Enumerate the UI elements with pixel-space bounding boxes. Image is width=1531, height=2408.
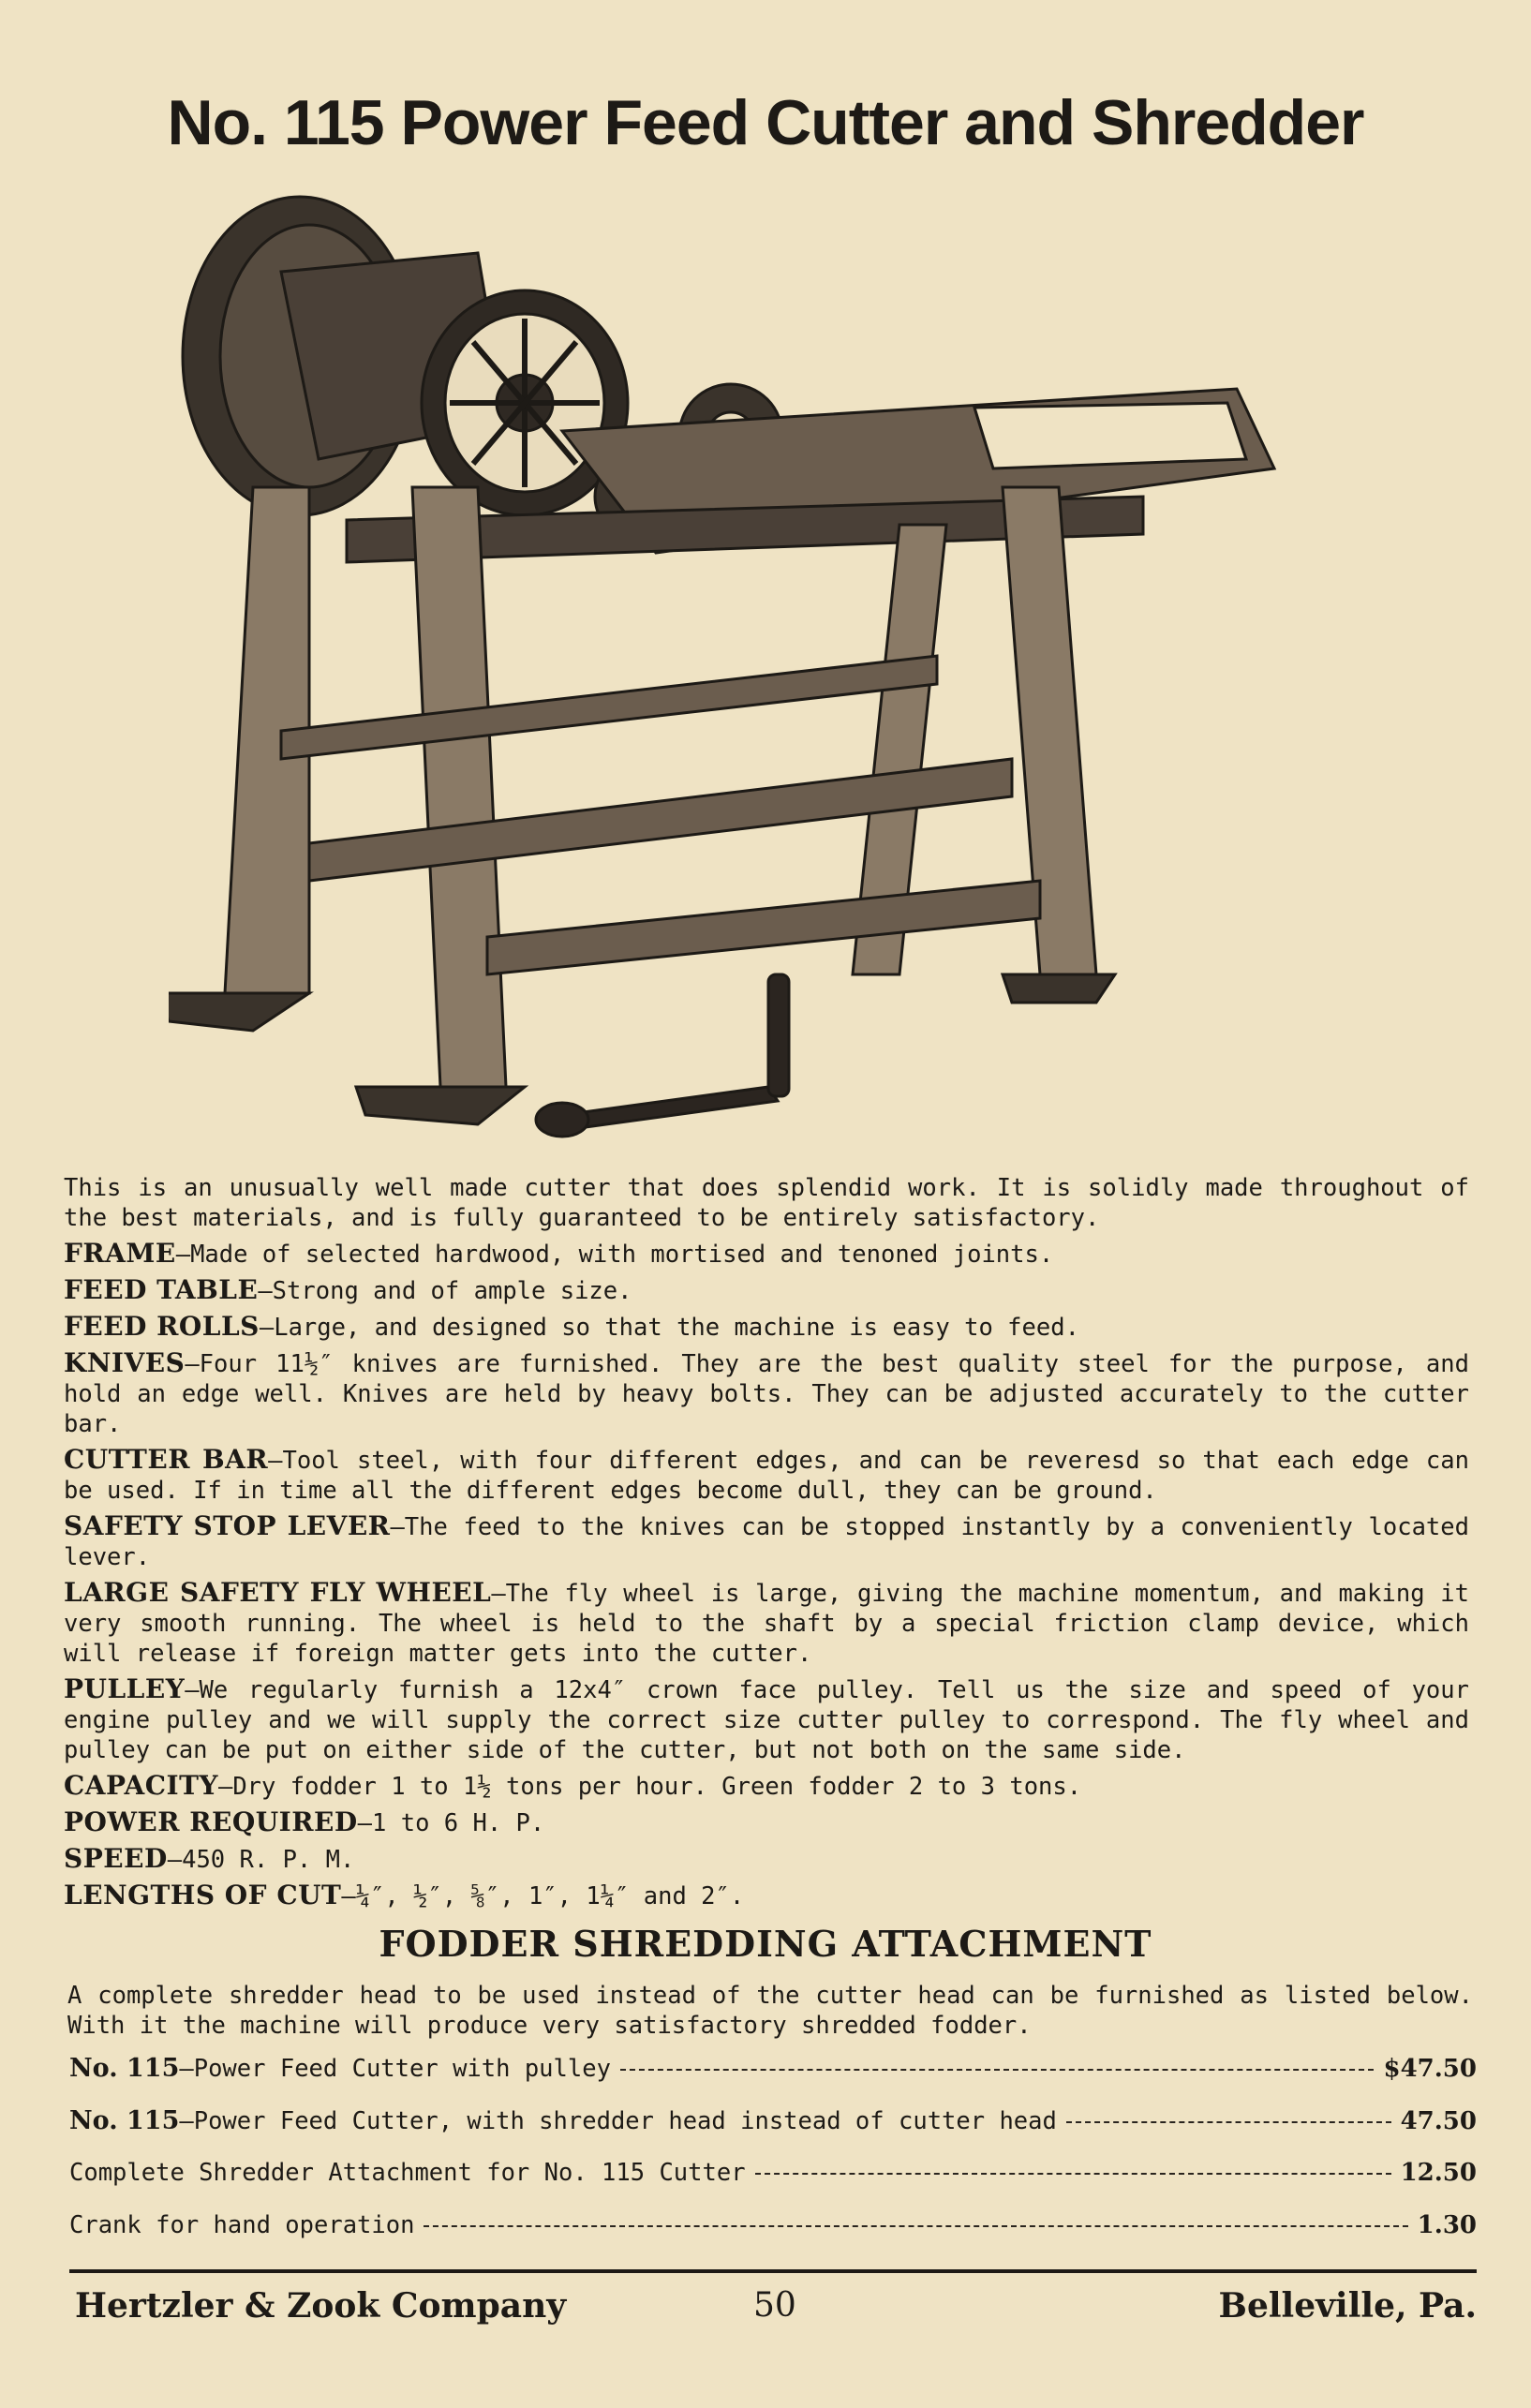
- spec-text: —The feed to the knives can be stopped instantly by a conveniently located lever.: [64, 1513, 1469, 1571]
- spec-text: —Dry fodder 1 to 1½ tons per hour. Green fodder 2 to 3 tons.: [217, 1773, 1082, 1801]
- footer-location: Belleville, Pa.: [1218, 2286, 1477, 2326]
- spec-text: —The fly wheel is large, giving the machine momentum, and making it very smooth running. The wheel is held to the shaft by a special friction clamp device, which will release if foreign matter gets into the cutter.: [64, 1580, 1469, 1668]
- price-row: [69, 2106, 1477, 2159]
- spec-label: POWER REQUIRED: [64, 1806, 358, 1837]
- spec-feed-rolls: [64, 1312, 1469, 1343]
- spec-power: [64, 1807, 1469, 1838]
- attachment-intro: A complete shredder head to be used instead of the cutter head can be furnished as listed below. With it the machine will produce very satisfactory shredded fodder.: [67, 1982, 1473, 2040]
- price-desc: [69, 2211, 414, 2239]
- spec-text: —450 R. P. M.: [167, 1846, 355, 1874]
- price-desc: [69, 2106, 1057, 2135]
- page-number: 50: [753, 2286, 796, 2325]
- price-row: [69, 2054, 1477, 2106]
- price-desc: [69, 2054, 611, 2083]
- spec-text: —Made of selected hardwood, with mortised and tenoned joints.: [175, 1241, 1054, 1269]
- spec-label: FEED TABLE: [64, 1274, 259, 1305]
- page-title: No. 115 Power Feed Cutter and Shredder: [167, 87, 1364, 158]
- spec-fly-wheel: [64, 1578, 1469, 1669]
- price-list: [69, 2054, 1477, 2264]
- price-row: [69, 2159, 1477, 2211]
- item-name: Complete Shredder Attachment for No. 115 Cutter: [69, 2159, 746, 2187]
- leader-dots: [755, 2173, 1391, 2175]
- crank-icon: [562, 1087, 778, 1129]
- leader-dots: [424, 2225, 1407, 2227]
- model-number: No. 115: [69, 2054, 180, 2083]
- spec-label: LENGTHS OF CUT: [64, 1880, 342, 1910]
- page-footer: [69, 2286, 1477, 2342]
- spec-knives: [64, 1348, 1469, 1439]
- item-name: Crank for hand operation: [69, 2211, 415, 2239]
- spec-label: PULLEY: [64, 1673, 186, 1704]
- intro-paragraph: This is an unusually well made cutter that does splendid work. It is solidly made throughout of the best materials, and is fully guaranteed to be entirely satisfactory.: [64, 1174, 1469, 1232]
- spec-label: CUTTER BAR: [64, 1444, 269, 1475]
- spec-safety-stop-lever: [64, 1511, 1469, 1572]
- spec-label: LARGE SAFETY FLY WHEEL: [64, 1577, 492, 1608]
- spec-text: —Four 11½″ knives are furnished. They are the best quality steel for the purpose, and hold an edge well. Knives are held by heavy bolts. They can be adjusted accurately to the cutter bar.: [64, 1350, 1469, 1438]
- spec-label: SPEED: [64, 1843, 168, 1874]
- spec-text: —¼″, ½″, ⅝″, 1″, 1¼″ and 2″.: [341, 1882, 745, 1910]
- spec-label: FEED ROLLS: [64, 1311, 260, 1342]
- price-value: 47.50: [1400, 2107, 1477, 2135]
- spec-text: —Large, and designed so that the machine is easy to feed.: [259, 1314, 1079, 1342]
- spec-label: KNIVES: [64, 1347, 186, 1378]
- spec-pulley: [64, 1674, 1469, 1765]
- spec-label: CAPACITY: [64, 1770, 218, 1801]
- footer-company: Hertzler & Zook Company: [75, 2286, 567, 2326]
- price-row: [69, 2211, 1477, 2264]
- description: [64, 1173, 1469, 1917]
- spec-text: —We regularly furnish a 12x4″ crown face pulley. Tell us the size and speed of your engine pulley and we will supply the correct size cutter pulley to correspond. The fly wheel and pulley can be put on either side of the cutter, but not both on the same side.: [64, 1676, 1469, 1764]
- spec-lengths-of-cut: [64, 1880, 1469, 1911]
- price-value: 1.30: [1417, 2211, 1477, 2239]
- price-value: $47.50: [1383, 2055, 1477, 2083]
- item-name: —Power Feed Cutter, with shredder head instead of cutter head: [179, 2107, 1057, 2135]
- footer-rule: [69, 2269, 1477, 2273]
- spec-capacity: [64, 1771, 1469, 1802]
- attachment-heading: FODDER SHREDDING ATTACHMENT: [379, 1923, 1152, 1965]
- item-name: —Power Feed Cutter with pulley: [179, 2055, 611, 2083]
- leader-dots: [1066, 2121, 1391, 2123]
- price-value: 12.50: [1400, 2159, 1477, 2187]
- leader-dots: [620, 2069, 1375, 2071]
- price-desc: [69, 2159, 746, 2187]
- feed-cutter-illustration: [169, 187, 1349, 1162]
- spec-text: —Tool steel, with four different edges, and can be reveresd so that each edge can be used. If in time all the different edges become dull, they can be ground.: [64, 1447, 1469, 1505]
- spec-label: FRAME: [64, 1238, 176, 1269]
- spec-speed: [64, 1844, 1469, 1875]
- spec-text: —1 to 6 H. P.: [357, 1809, 545, 1837]
- spec-feed-table: [64, 1275, 1469, 1306]
- spec-frame: [64, 1239, 1469, 1270]
- model-number: No. 115: [69, 2106, 180, 2135]
- spec-text: —Strong and of ample size.: [258, 1277, 632, 1305]
- spec-cutter-bar: [64, 1445, 1469, 1506]
- spec-label: SAFETY STOP LEVER: [64, 1510, 391, 1541]
